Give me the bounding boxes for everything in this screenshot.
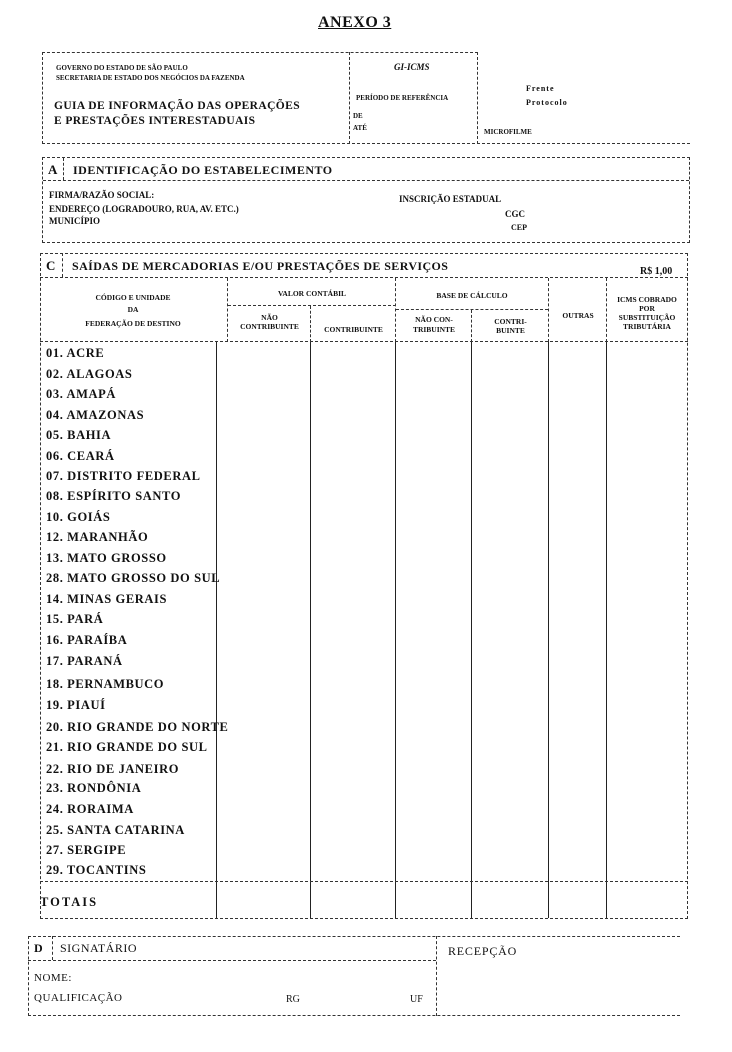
table-row: 29. TOCANTINS xyxy=(46,863,147,877)
to-label: ATÉ xyxy=(353,124,367,132)
section-c-letter: C xyxy=(46,258,56,273)
table-row: 25. SANTA CATARINA xyxy=(46,823,185,837)
side-label-frente: Frente xyxy=(526,84,555,93)
table-row: 28. MATO GROSSO DO SUL xyxy=(46,571,221,585)
section-c-title: SAÍDAS DE MERCADORIAS E/OU PRESTAÇÕES DE SERVIÇOS xyxy=(72,259,449,273)
table-row: 16. PARAÍBA xyxy=(46,633,128,647)
table-row: 27. SERGIPE xyxy=(46,843,127,857)
table-row: 07. DISTRITO FEDERAL xyxy=(46,469,201,483)
table-row: 03. AMAPÁ xyxy=(46,387,116,401)
col-icms-2: POR xyxy=(639,304,655,313)
col-code-unit-line1: CÓDIGO E UNIDADE xyxy=(95,293,171,302)
table-row: 04. AMAZONAS xyxy=(46,408,145,422)
table-row: 18. PERNAMBUCO xyxy=(46,677,165,691)
col-vc-nao-contrib-2: CONTRIBUINTE xyxy=(240,322,299,331)
table-row: 20. RIO GRANDE DO NORTE xyxy=(46,720,229,734)
col-icms-4: TRIBUTÁRIA xyxy=(623,322,671,331)
name-label: NOME: xyxy=(34,972,72,984)
col-bc-contrib-1: CONTRI- xyxy=(494,317,527,326)
table-row: 12. MARANHÃO xyxy=(46,530,149,544)
section-d-letter: D xyxy=(34,941,43,955)
col-outras: OUTRAS xyxy=(562,311,594,320)
section-d-title: SIGNATÁRIO xyxy=(60,941,137,955)
section-c-box xyxy=(40,253,688,919)
table-row: 24. RORAIMA xyxy=(46,802,134,816)
col-bc-nao-contrib-2: TRIBUINTE xyxy=(412,325,456,334)
table-row: 14. MINAS GERAIS xyxy=(46,592,168,606)
microfilm-label: MICROFILME xyxy=(484,128,532,136)
firm-label: FIRMA/RAZÃO SOCIAL: xyxy=(49,190,155,200)
table-row: 06. CEARÁ xyxy=(46,449,115,463)
table-row: 02. ALAGOAS xyxy=(46,367,133,381)
header-box xyxy=(42,52,690,144)
table-row: 17. PARANÁ xyxy=(46,654,123,668)
col-icms-3: SUBSTITUIÇÃO xyxy=(618,313,676,322)
uf-label: UF xyxy=(410,994,423,1005)
table-row: 08. ESPÍRITO SANTO xyxy=(46,489,182,503)
col-base-calculo: BASE DE CÁLCULO xyxy=(436,291,508,300)
currency-unit: R$ 1,00 xyxy=(640,266,673,277)
gov-line1: GOVERNO DO ESTADO DE SÃO PAULO xyxy=(56,64,188,72)
state-registration-label: INSCRIÇÃO ESTADUAL xyxy=(399,194,502,204)
table-row: 13. MATO GROSSO xyxy=(46,551,167,565)
rg-label: RG xyxy=(286,994,300,1005)
table-row: 15. PARÁ xyxy=(46,612,104,626)
table-row: 10. GOIÁS xyxy=(46,510,111,524)
qualification-label: QUALIFICAÇÃO xyxy=(34,992,123,1004)
col-vc-nao-contrib-1: NÃO xyxy=(261,313,278,322)
form-title-line2: E PRESTAÇÕES INTERESTADUAIS xyxy=(54,115,256,127)
col-valor-contabil: VALOR CONTÁBIL xyxy=(277,289,346,298)
address-label: ENDEREÇO (LOGRADOURO, RUA, AV. ETC.) xyxy=(49,204,239,214)
totals-label: TOTAIS xyxy=(40,895,99,909)
table-row: 22. RIO DE JANEIRO xyxy=(46,762,180,776)
annex-title: ANEXO 3 xyxy=(318,14,392,31)
col-code-unit-line3: FEDERAÇÃO DE DESTINO xyxy=(85,319,181,328)
from-label: DE xyxy=(353,112,363,120)
table-row: 23. RONDÔNIA xyxy=(46,781,142,795)
form-code: GI-ICMS xyxy=(394,62,430,72)
reception-label: RECEPÇÃO xyxy=(448,944,518,958)
cgc-label: CGC xyxy=(505,209,525,219)
table-row: 01. ACRE xyxy=(46,346,105,360)
col-bc-nao-contrib-1: NÃO CON- xyxy=(415,315,453,324)
form-title-line1: GUIA DE INFORMAÇÃO DAS OPERAÇÕES xyxy=(54,100,301,112)
section-d-box xyxy=(28,936,680,1016)
col-vc-contrib: CONTRIBUINTE xyxy=(324,325,383,334)
cep-label: CEP xyxy=(511,223,527,232)
section-a-box xyxy=(42,157,690,243)
table-row: 21. RIO GRANDE DO SUL xyxy=(46,740,208,754)
gov-line2: SECRETARIA DE ESTADO DOS NEGÓCIOS DA FAZENDA xyxy=(56,74,245,82)
table-row: 05. BAHIA xyxy=(46,428,112,442)
col-code-unit-line2: DA xyxy=(127,305,139,314)
section-a-letter: A xyxy=(48,162,58,177)
table-row: 19. PIAUÍ xyxy=(46,698,106,712)
col-bc-contrib-2: BUINTE xyxy=(496,326,525,335)
section-a-title: IDENTIFICAÇÃO DO ESTABELECIMENTO xyxy=(73,163,333,177)
city-label: MUNICÍPIO xyxy=(49,216,100,226)
side-label-protocolo: Protocolo xyxy=(526,98,568,107)
period-label: PERÍODO DE REFERÊNCIA xyxy=(356,94,449,102)
col-icms-1: ICMS COBRADO xyxy=(617,295,677,304)
